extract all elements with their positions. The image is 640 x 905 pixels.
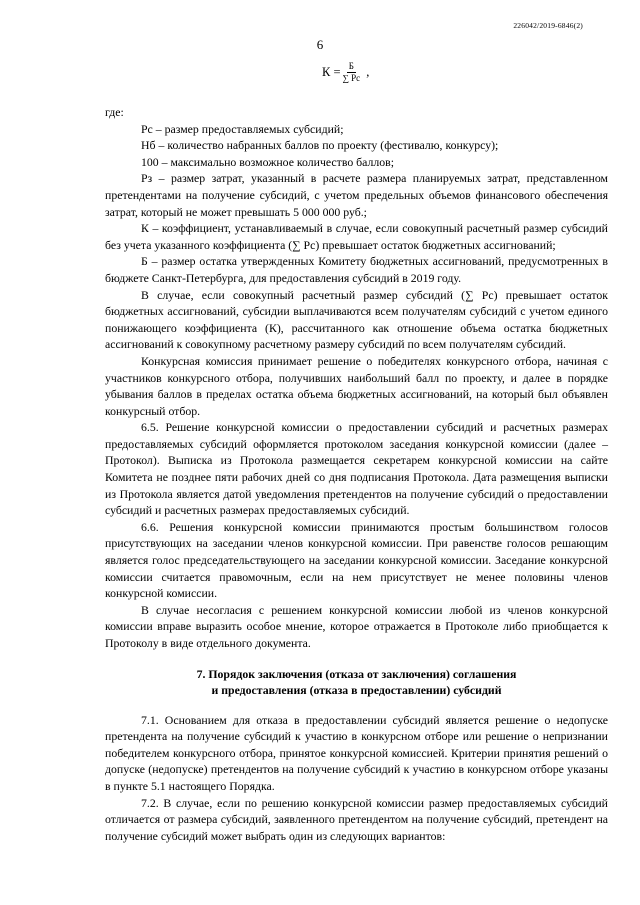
paragraph-7-1: 7.1. Основанием для отказа в предоставлении субсидий является решение о недопуске претендента на получение субсидий к участию в конкурсном отборе или решение о непризнании победителем конкурсного отбора, принятое конкурсной комиссией. Критерии принятия решений о допуске (недопуске) претендентов на получение субсидий к участию в конкурсном отборе указаны в пункте 5.1 настоящего Порядка. — [105, 712, 608, 793]
paragraph-def-b: Б – размер остатка утвержденных Комитету бюджетных ассигнований, предусмотренных в бюджете Санкт-Петербурга, для предоставления субсидий в 2019 году. — [105, 254, 608, 285]
formula-numerator: Б — [348, 61, 354, 71]
paragraph-def-rz: Рз – размер затрат, указанный в расчете размера планируемых затрат, представленном претендентами на получение субсидий, с учетом предельных объемов финансового обеспечения затрат, который не может превышать 5 000 000 руб.; — [105, 171, 608, 219]
formula-tail: , — [366, 65, 370, 79]
section-heading-line-1: 7. Порядок заключения (отказа от заключения) соглашения — [196, 666, 517, 681]
page-number: 6 — [316, 37, 324, 52]
paragraph-winners-rule: Конкурсная комиссия принимает решение о победителях конкурсного отбора, начиная с участников конкурсного отбора, получивших наибольший балл по проекту, и далее в порядке убывания баллов в пределах остатка объема бюджетных ассигнований, на который был объявлен конкурсный отбор. — [105, 353, 608, 418]
paragraph-7-2: 7.2. В случае, если по решению конкурсной комиссии размер предоставляемых субсидий отличается от размера субсидий, заявленного претендентом на получение субсидий, претендент на получение субсидий может выбрать один из следующих вариантов: — [105, 795, 608, 843]
section-7-heading — [105, 666, 608, 698]
formula-denominator: ∑ Рс — [342, 73, 361, 83]
coefficient-formula — [322, 62, 369, 83]
paragraph-def-nb: Нб – количество набранных баллов по проекту (фестивалю, конкурсу); — [141, 138, 499, 153]
paragraph-where: где: — [105, 105, 124, 119]
paragraph-def-rs: Рс – размер предоставляемых субсидий; — [141, 121, 344, 136]
paragraph-dissent: В случае несогласия с решением конкурсной комиссии любой из членов конкурсной комиссии вправе выразить особое мнение, которое отражается в Протоколе либо приобщается к Протоколу в виде отдельного документа. — [105, 602, 608, 650]
formula-fraction — [343, 62, 361, 83]
section-heading-line-2: и предоставления (отказа в предоставлении) субсидий — [211, 682, 502, 697]
document-registration-number: 226042/2019-6846(2) — [513, 21, 583, 30]
paragraph-def-k: К – коэффициент, устанавливаемый в случае, если совокупный расчетный размер субсидий без учета указанного коэффициента (∑ Рс) превышает остаток бюджетных ассигнований; — [105, 221, 608, 252]
document-body — [105, 104, 608, 844]
paragraph-def-100: 100 – максимально возможное количество баллов; — [141, 154, 395, 169]
paragraph-6-5: 6.5. Решение конкурсной комиссии о предоставлении субсидий и расчетных размерах предоставляемых субсидий оформляется протоколом заседания конкурсной комиссии (далее – Протокол). Выписка из Протокола размещается секретарем конкурсной комиссии на сайте Комитета не позднее пяти рабочих дней со дня подписания Протокола. Дата размещения выписки из Протокола является датой уведомления претендентов на получение субсидий о предоставлении субсидий и расчетных размерах предоставляемых субсидий. — [105, 420, 608, 518]
paragraph-coefficient-rule: В случае, если совокупный расчетный размер субсидий (∑ Рс) превышает остаток бюджетных ассигнований, субсидии выплачиваются всем получателям субсидий с учетом единого понижающего коэффициента (К), рассчитанного как отношение объема остатка бюджетных ассигнований к совокупному расчетному размеру субсидий по всем получателям субсидий. — [105, 287, 608, 352]
paragraph-6-6: 6.6. Решения конкурсной комиссии принимаются простым большинством голосов присутствующих на заседании членов конкурсной комиссии. При равенстве голосов решающим является голос председательствующего на заседании конкурсной комиссии. Заседание конкурсной комиссии считается правомочным, если на нем присутствует не менее половины членов конкурсной комиссии. — [105, 519, 608, 601]
formula-lhs: К = — [322, 65, 341, 79]
